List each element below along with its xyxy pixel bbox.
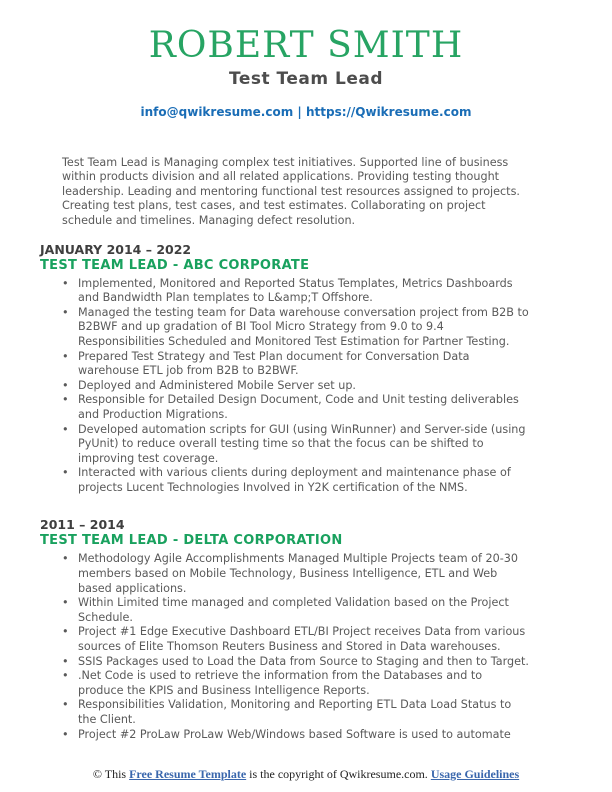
job-dates: 2011 – 2014 xyxy=(40,517,125,533)
bullet-text: Managed the testing team for Data warehouse conversation project from B2B to B2BWF and up gradation of BI Tool Micro Strategy from 9.0 to 9.4 Responsibilities Scheduled and Monitored Test Estimation for Partner Testing. xyxy=(78,305,529,348)
bullet-item xyxy=(62,596,612,625)
experience-section-abc-corporate xyxy=(40,243,612,496)
bullet-text: Prepared Test Strategy and Test Plan document for Conversation Data warehouse ETL job from B2B to B2BWF. xyxy=(78,349,470,378)
footer-copyright-prefix: © This xyxy=(92,767,130,781)
free-resume-template-link[interactable]: Free Resume Template xyxy=(129,767,247,781)
job-heading: TEST TEAM LEAD - ABC CORPORATE xyxy=(40,257,310,273)
bullet-icon xyxy=(62,669,78,698)
bullet-text: Developed automation scripts for GUI (using WinRunner) and Server-side (using PyUnit) to reduce overall testing time so that the focus can be shifted to improving test coverage. xyxy=(78,422,526,465)
bullet-item xyxy=(62,625,612,654)
bullet-text: Responsible for Detailed Design Document, Code and Unit testing deliverables and Production Migrations. xyxy=(78,393,519,421)
bullet-icon xyxy=(62,596,78,625)
bullet-text: Within Limited time managed and completed Validation based on the Project Schedule. xyxy=(78,596,509,624)
bullet-text: Responsibilities Validation, Monitoring and Reporting ETL Data Load Status to the Client. xyxy=(78,698,512,726)
bullet-item xyxy=(62,669,612,698)
bullet-item xyxy=(62,423,612,467)
candidate-name: ROBERT SMITH xyxy=(148,25,464,66)
bullet-icon xyxy=(62,393,78,422)
bullet-item xyxy=(62,306,612,350)
bullet-text: Implemented, Monitored and Reported Status Templates, Metrics Dashboards and Bandwidth Plan templates to L&amp;T Offshore. xyxy=(78,276,513,305)
bullet-icon xyxy=(62,655,78,670)
bullet-item xyxy=(62,466,612,495)
bullet-icon xyxy=(62,625,78,654)
bullet-item xyxy=(62,277,612,306)
summary-paragraph: Test Team Lead is Managing complex test initiatives. Supported line of business within products division and all related applications. Providing testing thought leadership. Leading and mentoring functional test resources assigned to projects. Creating test plans, test cases, and test estimates. Collaborating on project schedule and timelines. Managing defect resolution. xyxy=(62,155,520,227)
bullet-icon xyxy=(62,698,78,727)
bullet-icon xyxy=(62,728,78,743)
bullet-item xyxy=(62,552,612,596)
bullet-item xyxy=(62,698,612,727)
resume-header xyxy=(0,0,612,119)
bullet-icon xyxy=(62,350,78,379)
bullet-text: Methodology Agile Accomplishments Managed Multiple Projects team of 20-30 members based on Mobile Technology, Business Intelligence, ETL and Web based applications. xyxy=(78,552,519,595)
bullet-icon xyxy=(62,466,78,495)
contact-line xyxy=(0,105,612,119)
bullet-item xyxy=(62,655,612,670)
bullet-text: Interacted with various clients during deployment and maintenance phase of projects Lucent Technologies Involved in Y2K certification of the NMS. xyxy=(78,466,511,494)
bullet-item xyxy=(62,379,612,394)
footer-copyright-middle: is the copyright of Qwikresume.com. xyxy=(246,767,431,781)
email-link[interactable]: info@qwikresume.com xyxy=(140,104,294,119)
page-footer xyxy=(0,767,612,782)
bullet-text: SSIS Packages used to Load the Data from Source to Staging and then to Target. xyxy=(78,654,529,668)
bullet-list xyxy=(40,277,612,496)
bullet-item xyxy=(62,393,612,422)
website-link[interactable]: https://Qwikresume.com xyxy=(305,104,472,119)
bullet-icon xyxy=(62,552,78,596)
bullet-item xyxy=(62,728,612,743)
experience-section-delta-corporation xyxy=(40,518,612,742)
bullet-icon xyxy=(62,306,78,350)
bullet-icon xyxy=(62,423,78,467)
bullet-text: Project #1 Edge Executive Dashboard ETL/BI Project receives Data from various sources of Elite Thomson Reuters Business and Stored in Data warehouses. xyxy=(78,625,526,654)
bullet-text: .Net Code is used to retrieve the information from the Databases and to produce the KPIS and Business Intelligence Reports. xyxy=(78,669,483,697)
bullet-icon xyxy=(62,379,78,394)
job-title: Test Team Lead xyxy=(228,68,383,89)
job-heading: TEST TEAM LEAD - DELTA CORPORATION xyxy=(40,533,343,549)
bullet-text: Project #2 ProLaw ProLaw Web/Windows based Software is used to automate xyxy=(78,727,511,741)
job-dates: JANUARY 2014 – 2022 xyxy=(40,241,192,257)
contact-separator: | xyxy=(293,104,306,119)
bullet-item xyxy=(62,350,612,379)
bullet-text: Deployed and Administered Mobile Server set up. xyxy=(78,378,356,392)
bullet-icon xyxy=(62,277,78,306)
bullet-list xyxy=(40,552,612,742)
usage-guidelines-link[interactable]: Usage Guidelines xyxy=(430,767,520,781)
